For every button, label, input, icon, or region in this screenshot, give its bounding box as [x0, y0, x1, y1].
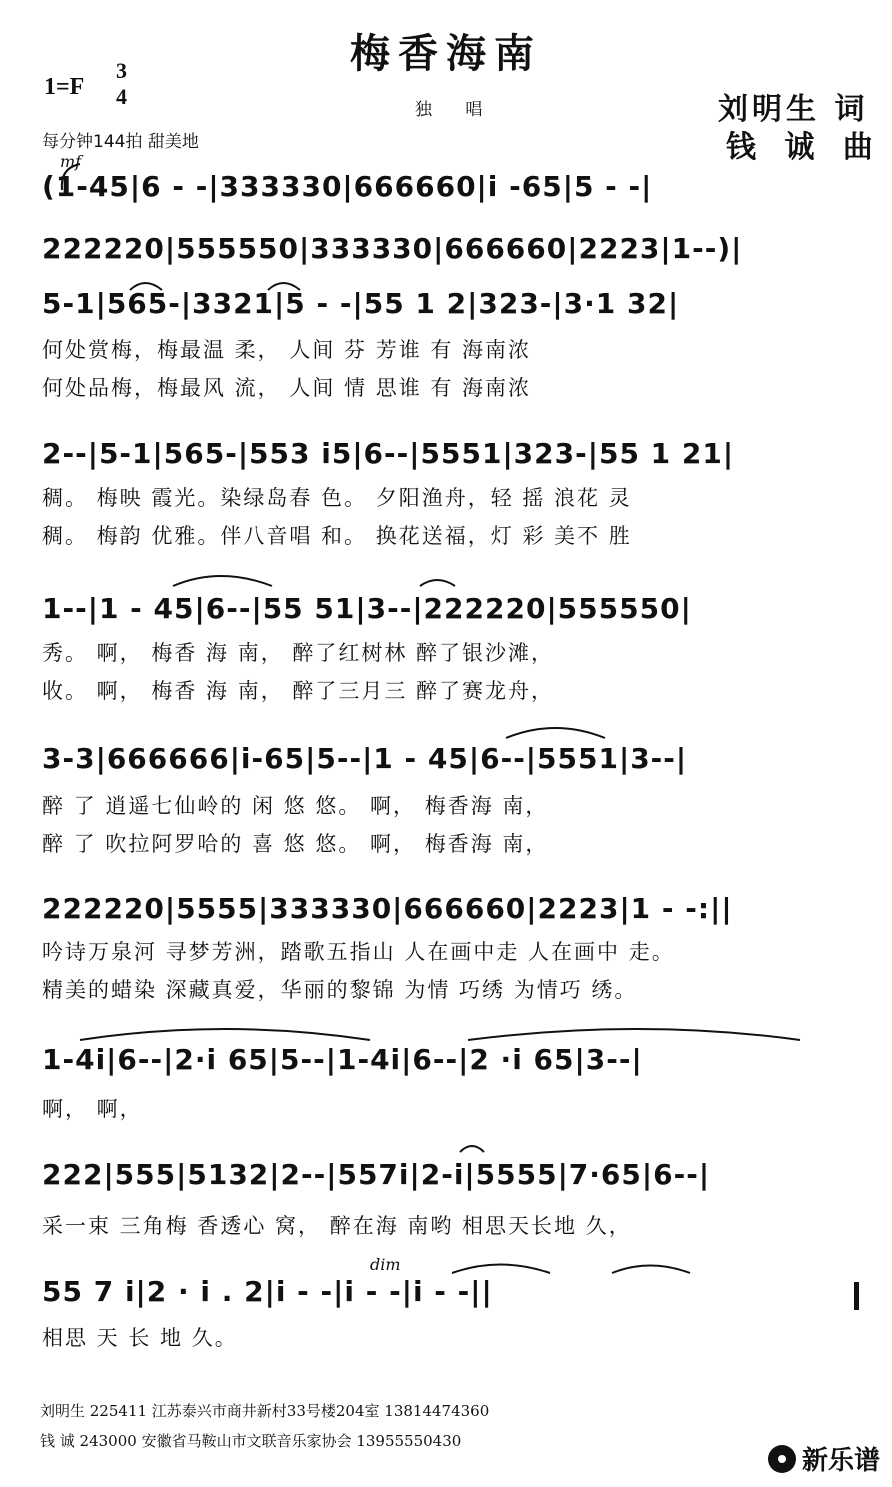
- slur-arc: [468, 1029, 800, 1040]
- notation-row-4: 2--|5-1|565-|553 i5|6--|5551|323-|55 1 21|: [42, 437, 735, 470]
- slur-arc: [173, 576, 272, 586]
- lyrics-row-6-verse-1: 醉 了 逍遥七仙岭的 闲 悠 悠。 啊， 梅香海 南，: [42, 794, 549, 818]
- performance-type: 独 唱: [415, 100, 497, 120]
- lyricist-credit: 刘明生 词: [718, 92, 869, 127]
- lyrics-row-7-verse-2: 精美的蜡染 深藏真爱，华丽的黎锦 为情 巧绣 为情巧 绣。: [42, 978, 638, 1002]
- composer-credit: 钱 诚 曲: [726, 130, 882, 165]
- lyrics-row-7-verse-1: 吟诗万泉河 寻梦芳洲，踏歌五指山 人在画中走 人在画中 走。: [42, 940, 675, 964]
- notation-row-7: 222220|5555|333330|666660|2223|1 - -:||: [42, 892, 733, 925]
- dynamic-mf: mf: [60, 152, 82, 171]
- tempo-marking: 每分钟144拍 甜美地: [42, 132, 199, 152]
- lyrics-row-5-verse-2: 收。 啊， 梅香 海 南， 醉了三月三 醉了赛龙舟，: [42, 679, 555, 703]
- lyrics-row-4-verse-1: 稠。 梅映 霞光。染绿岛春 色。 夕阳渔舟，轻 摇 浪花 灵: [42, 486, 632, 510]
- dynamic-dim: dim: [370, 1255, 401, 1274]
- slur-arc: [452, 1265, 550, 1274]
- slur-arc: [506, 728, 605, 738]
- slur-arc: [460, 1146, 484, 1152]
- notation-row-6: 3-3|666666|i-65|5--|1 - 45|6--|5551|3--|: [42, 742, 688, 775]
- notation-row-5: 1--|1 - 45|6--|55 51|3--|222220|555550|: [42, 592, 692, 625]
- notation-row-3: 5-1|565-|3321|5 - -|55 1 2|323-|3·1 32|: [42, 287, 680, 320]
- time-signature-bottom: 4: [116, 84, 127, 109]
- notation-row-1: (1-45|6 - -|333330|666660|i -65|5 - -|: [42, 170, 653, 203]
- lyrics-row-10: 相思 天 长 地 久。: [42, 1326, 238, 1350]
- site-logo: [768, 1440, 880, 1477]
- time-signature-top: 3: [116, 58, 127, 83]
- slur-arc: [62, 164, 80, 190]
- lyrics-row-3-verse-1: 何处赏梅，梅最温 柔， 人间 芬 芳谁 有 海南浓: [42, 338, 532, 362]
- slur-arc: [420, 580, 455, 586]
- record-icon: [768, 1445, 796, 1473]
- slur-arc: [130, 283, 162, 290]
- slur-arc: [80, 1029, 370, 1040]
- footer-composer-contact: 钱 诚 243000 安徽省马鞍山市文联音乐家协会 13955550430: [40, 1432, 462, 1450]
- notation-row-2: 222220|555550|333330|666660|2223|1--)|: [42, 232, 743, 265]
- notation-row-10: 55 7 i|2 · i . 2|i - -|i - -|i - -||: [42, 1275, 493, 1308]
- lyrics-row-4-verse-2: 稠。 梅韵 优雅。伴八音唱 和。 换花送福，灯 彩 美不 胜: [42, 524, 632, 548]
- notation-row-9: 222|555|5132|2--|557i|2-i|5555|7·65|6--|: [42, 1158, 711, 1191]
- slur-arc: [268, 283, 300, 290]
- lyrics-row-5-verse-1: 秀。 啊， 梅香 海 南， 醉了红树林 醉了银沙滩，: [42, 641, 555, 665]
- final-barline: [854, 1282, 859, 1310]
- key-signature: 1=F: [44, 74, 85, 100]
- lyrics-row-3-verse-2: 何处品梅，梅最风 流， 人间 情 思谁 有 海南浓: [42, 376, 532, 400]
- lyrics-row-8: 啊， 啊，: [42, 1097, 143, 1121]
- lyrics-row-9: 采一束 三角梅 香透心 窝， 醉在海 南哟 相思天长地 久，: [42, 1214, 632, 1238]
- song-title: 梅香海南: [350, 30, 542, 77]
- footer-lyricist-contact: 刘明生 225411 江苏泰兴市商井新村33号楼204室 13814474360: [40, 1402, 490, 1420]
- lyrics-row-6-verse-2: 醉 了 吹拉阿罗哈的 喜 悠 悠。 啊， 梅香海 南，: [42, 832, 549, 856]
- slur-arc: [612, 1266, 690, 1274]
- notation-row-8: 1-4i|6--|2·i 65|5--|1-4i|6--|2 ·i 65|3--|: [42, 1043, 643, 1076]
- logo-text: 新乐谱: [802, 1446, 881, 1476]
